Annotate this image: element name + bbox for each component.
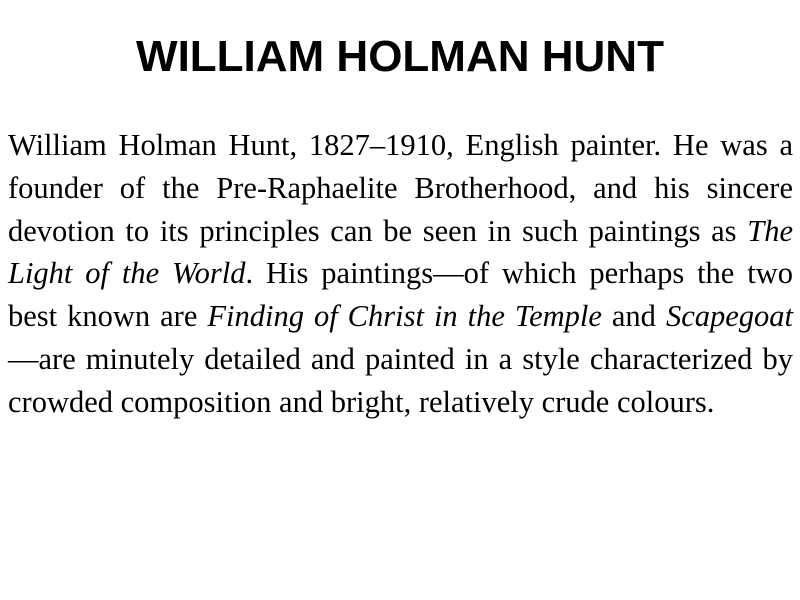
- body-paragraph: [8, 124, 793, 424]
- body-text-4: —are minutely detailed and painted in a style characterized by crowded composition and bright, relatively crude colours.: [8, 341, 793, 419]
- body-text-2: . His paintings—of which perhaps the two best known are: [8, 256, 793, 334]
- slide-title: WILLIAM HOLMAN HUNT: [136, 32, 664, 81]
- body-text-3: and: [601, 299, 666, 334]
- artwork-title-scapegoat: Scapegoat: [665, 299, 793, 334]
- artwork-title-finding-of-christ: Finding of Christ in the Temple: [207, 299, 602, 334]
- body-text-1: William Holman Hunt, 1827–1910, English painter. He was a founder of the Pre-Raphaelite Brotherhood, and his sincere devotion to its principles can be seen in such paintings as: [8, 128, 793, 248]
- artwork-title-light-of-the-world: The Light of the World: [8, 213, 793, 291]
